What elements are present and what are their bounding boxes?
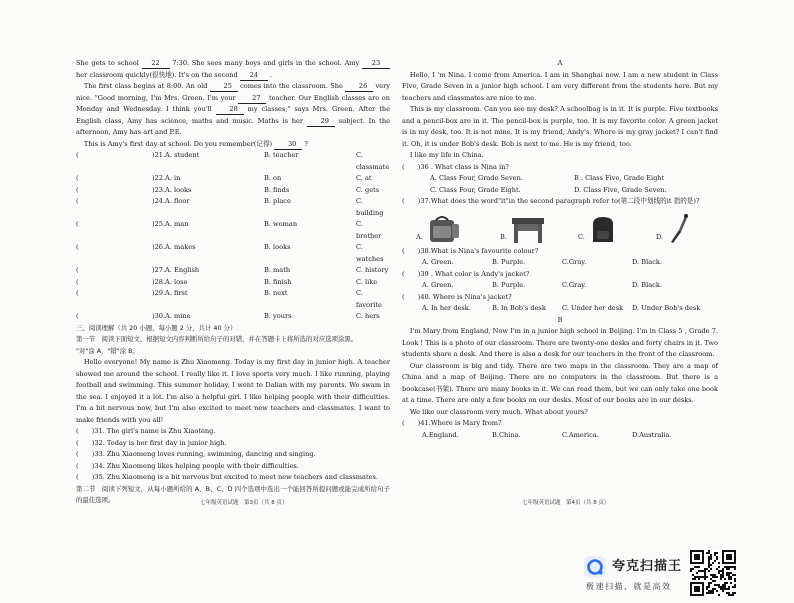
answer-bracket: ( [76, 266, 79, 274]
cloze-para-1: She gets to school 22 7:30. She sees many boys and girls in the school. Amy 23 her classroom quickly(很快地). It's on the second 24 . [76, 58, 390, 81]
q39-option-a[interactable]: A. Green. [422, 281, 454, 289]
part-1-instruction-b: "对"涂 A，"错"涂 B。 [76, 346, 139, 355]
q40-option-b[interactable]: B. In Bob's desk [492, 304, 546, 312]
answer-bracket: ( [76, 185, 79, 194]
q38-option-d[interactable]: D. Black. [632, 258, 662, 266]
q36-options-row-1 [402, 173, 718, 185]
cloze-option[interactable]: B. finish [264, 277, 292, 286]
q41-option-a[interactable]: A.England. [422, 430, 459, 439]
desk-icon [511, 216, 545, 244]
cloze-option-row [76, 242, 390, 265]
blank-23[interactable]: 23 [362, 59, 390, 69]
cloze-option[interactable]: B. on [264, 174, 282, 182]
scanner-slogan: 极速扫描，就是高效 [586, 582, 672, 591]
cloze-option-row [76, 173, 390, 185]
cloze-option[interactable]: C. gets [356, 185, 380, 194]
passage-a-para-1: Hello, I 'm Nina. I come from America. I am in Shanghai now. I am a new student in Class Five, Grade Seven in a junior high school. I am very different from the students here. But my teachers and classmates are nice to me. [402, 70, 718, 102]
q39-option-d[interactable]: D. Black. [632, 281, 662, 289]
blank-24[interactable]: 24 [240, 71, 268, 81]
blank-27[interactable]: 27 [238, 94, 266, 104]
question-38: ( )38.What is Nina's favourite colour? [402, 246, 539, 255]
passage-a-label: A [557, 59, 563, 67]
cloze-option[interactable]: B. woman [264, 220, 298, 228]
question-41: ( )41.Where is Mary from? [402, 419, 502, 427]
section-3-heading: 三、阅读理解（共 20 小题，每小题 2 分，共计 40 分） [76, 323, 237, 332]
left-column [76, 58, 390, 507]
cloze-option-row [76, 265, 390, 277]
pencil-box-icon [667, 212, 689, 244]
cloze-option[interactable]: C. hers [356, 312, 380, 320]
cloze-para-3: This is Amy's first day at school. Do you remember(记得) 30 ? [83, 139, 308, 148]
q37-option-a[interactable]: A. [402, 214, 476, 244]
answer-bracket: ( [76, 277, 79, 286]
question-36: ( )36 . What class is Nina in? [402, 162, 509, 171]
q39-options [402, 280, 718, 292]
cloze-option-row [76, 277, 390, 289]
question-39: ( )39 . What color is Andy's jacket? [402, 269, 530, 278]
blank-29[interactable]: 29 [307, 117, 335, 127]
cloze-option[interactable]: )22.A. in [152, 174, 181, 182]
q40-option-d[interactable]: D. Under Bob's desk [632, 304, 701, 312]
cloze-option[interactable]: )29.A. first [152, 289, 188, 297]
cloze-option[interactable]: )28.A. lose [152, 277, 188, 286]
q36-option-d[interactable]: D. Class Five, Grade Seven. [574, 185, 667, 194]
passage-b-para-3: We like our classroom very much. What about yours? [409, 407, 588, 416]
passage-b-label: B [557, 315, 563, 324]
cloze-option[interactable]: B. yours [264, 312, 292, 320]
answer-bracket: ( [76, 151, 79, 159]
passage-a-para-3: I like my life in China. [409, 151, 484, 159]
part-1-instruction: 第一节 阅读下面短文，根据短文内容判断所给句子的对错，并在答题卡上将所选的对应选项涂黑。 [76, 335, 358, 343]
q39-option-c[interactable]: C.Gray. [562, 281, 587, 289]
page-footer-left: 七年级英语试题 第3页（共 8 页） [200, 500, 288, 506]
blank-22[interactable]: 22 [142, 59, 170, 69]
right-column [402, 58, 718, 441]
passage-b-para-2: Our classroom is big and tidy. There are two maps in the classroom. They are a map of China and a map of Beijing. There are no computers in the classroom. But there is a bookcase(书架). There are many books in it. We can read them, but we can only take one book at a time. There are only a few books on our desks. Most of our books are in our desks. [402, 361, 718, 404]
cloze-option-row [76, 288, 390, 311]
answer-bracket: ( [76, 197, 79, 205]
scanner-logo-icon [584, 556, 606, 578]
scanner-brand-name: 夸克扫描王 [612, 559, 683, 574]
q36-option-c[interactable]: C. Class Four, Grade Eight. [430, 185, 521, 194]
blank-25[interactable]: 25 [210, 82, 238, 92]
passage-a-para-2: This is my classroom. Can you see my desk? A schoolbag is in it. It is purple. Five textbooks and a pencil-box are in it. The pencil-box is purple, too. It is my favorite color. A green jacket is in my desk, too. It is not mine. It is my friend, Andy's. Where is my gray jacket? I can't find it. Oh, it is under Bob's desk. Bob is next to me. He is my friend, too. [402, 105, 718, 148]
question-37: ( )37.What does the word"it"in the second paragraph refer to(第二段中划线的it 指的是)? [402, 197, 700, 205]
cloze-option-row [76, 311, 390, 323]
cloze-option[interactable]: C. watches [356, 243, 384, 263]
q37-option-d[interactable]: D. [638, 212, 716, 244]
blank-26[interactable]: 26 [345, 82, 373, 92]
cloze-option[interactable]: )25.A. man [152, 220, 189, 228]
q40-options [402, 303, 718, 315]
cloze-option[interactable]: )30.A. mine [152, 312, 191, 320]
true-false-item[interactable]: ( )32. Today is her first day in junior high. [76, 438, 227, 447]
cloze-option[interactable]: C. classmate [356, 151, 390, 171]
cloze-option[interactable]: C. favorite [356, 289, 382, 309]
answer-bracket: ( [76, 220, 79, 228]
cloze-option-row [76, 196, 390, 219]
answer-bracket: ( [76, 312, 79, 320]
q38-option-a[interactable]: A. Green. [422, 258, 454, 266]
q41-option-b[interactable]: B.China. [492, 430, 521, 439]
q40-option-a[interactable]: A. In her desk. [422, 304, 471, 312]
true-false-list [76, 426, 390, 484]
answer-bracket: ( [76, 289, 79, 297]
cloze-option[interactable]: C. building [356, 197, 384, 217]
q38-option-c[interactable]: C.Gray. [562, 258, 587, 266]
question-40: ( )40. Where is Nina's jacket? [402, 292, 512, 301]
answer-bracket: ( [76, 174, 79, 182]
cloze-option[interactable]: B. place [264, 197, 291, 205]
cloze-option[interactable]: )26.A. makes [152, 243, 196, 251]
schoolbag-icon [427, 214, 461, 244]
cloze-option[interactable]: C. like [356, 277, 378, 286]
cloze-para-2: The first class begins at 8:00. An old 25 comes into the classroom. She 26 very nice. "Good morning, I'm Mrs. Green. I'm your 27 teacher. Our English classes are on Monday and Wednesday. I think you'll 28 my classes," says Mrs. Green. After the English class, Amy has science, maths and music. Maths is her 29 subject. In the afternoon, Amy has art and P.E. [76, 82, 390, 136]
q41-option-c[interactable]: C.America. [562, 430, 599, 439]
qr-code-icon [690, 550, 736, 596]
cloze-option[interactable]: C. brother [356, 220, 382, 240]
cloze-option[interactable]: )23.A. looks [152, 185, 192, 194]
q36-option-b[interactable]: B . Class Five, Grade Eight [574, 174, 665, 182]
cloze-option[interactable]: C. at [356, 174, 372, 182]
true-false-item[interactable]: ( )31. The girl's name is Zhu Xiaoteng. [76, 427, 216, 435]
true-false-item[interactable]: ( )33. Zhu Xiaomeng loves running, swimming, dancing and singing. [76, 450, 316, 458]
q37-picture-options [402, 210, 718, 244]
cloze-option-row [76, 150, 390, 173]
cloze-options-list [76, 150, 390, 323]
passage-b-para-1: I'm Mary from England, Now I'm in a junior high school in Beijing. I'm in Class 5 , Grade 7. Look ! This is a photo of our classroom. There are twenty-one desks and forty chairs in it. Two students share a desk. And there is also a desk for our teachers in the front of the classroom. [402, 327, 718, 358]
cloze-option[interactable]: )27.A. English [152, 266, 200, 274]
cloze-option[interactable]: B. math [264, 266, 291, 274]
q37-option-c[interactable]: C. [560, 214, 638, 244]
q36-option-a[interactable]: A. Class Four, Grade Seven. [430, 174, 523, 182]
scanner-watermark [584, 551, 683, 597]
blank-28[interactable]: 28 [216, 105, 244, 115]
q41-option-d[interactable]: D.Australia. [632, 430, 672, 439]
blank-30[interactable]: 30 [274, 140, 302, 150]
q38-options [402, 257, 718, 269]
cloze-option-row [76, 185, 390, 197]
cloze-option[interactable]: B. teacher [264, 151, 299, 159]
true-false-item[interactable]: ( )34. Zhu Xiaomeng likes helping people with their difficulties. [76, 461, 299, 470]
cloze-option[interactable]: )24.A. floor [152, 197, 190, 205]
passage-1: Hello everyone! My name is Zhu Xiaomeng. Today is my first day in junior high. A teacher showed me around the school. I really like it. I love sports very much. I like running, playing football and swimming. This summer holiday, I went to Dalian with my parents. We swam in the sea. I enjoyed it a lot. I'm also a helpful girl. I like helping people with their difficulties. I'm a bit nervous now, but I'm also excited to meet new teachers and classmates. I want to make friends with you all! [76, 358, 390, 424]
q39-option-b[interactable]: B. Purple. [492, 281, 526, 289]
q37-option-b[interactable]: B. [476, 216, 560, 244]
cloze-option[interactable]: B. finds [264, 185, 290, 194]
cloze-option[interactable]: B. looks [264, 243, 291, 251]
cloze-option-row [76, 219, 390, 242]
q40-option-c[interactable]: C. Under her desk [562, 304, 624, 312]
backpack-icon [589, 214, 617, 244]
part-2-instruction: 第二节 阅读下列短文，从每小题所给的 A、B、C、D 四个选项中选出一个能回答所提问题或能完成所给句子的最佳选项。 [76, 484, 390, 504]
cloze-option[interactable]: )21.A. student [152, 151, 200, 159]
page-footer-right: 七年级英语试题 第4页（共 8 页） [522, 500, 610, 506]
answer-bracket: ( [76, 243, 79, 251]
q36-options-row-2 [402, 185, 718, 197]
true-false-item[interactable]: ( )35. Zhu Xiaomeng is a bit nervous but excited to meet new teachers and classmates. [76, 473, 378, 481]
q38-option-b[interactable]: B. Purple. [492, 258, 526, 266]
cloze-option[interactable]: B. next [264, 289, 288, 297]
cloze-option[interactable]: C. history [356, 266, 389, 274]
q41-options [402, 430, 718, 442]
